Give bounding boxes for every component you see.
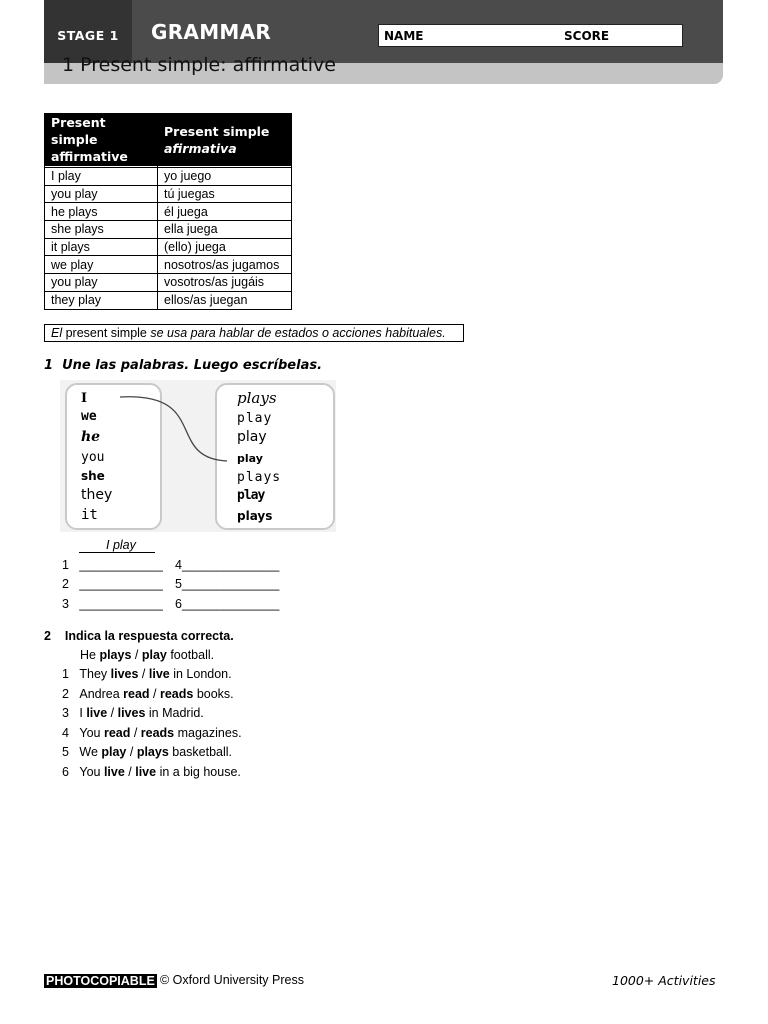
photocopiable-badge: PHOTOCOPIABLE — [46, 974, 155, 988]
spanish-form: ellos/as juegan — [158, 291, 292, 309]
section-title: 1 Present simple: affirmative — [62, 54, 336, 76]
verb-word[interactable]: play — [237, 429, 267, 445]
choice-option[interactable]: play — [101, 745, 127, 760]
choice-option[interactable]: live — [135, 765, 157, 779]
table-row — [45, 238, 292, 256]
example-sentence: He plays / play football. — [80, 648, 215, 662]
english-form: you play — [45, 185, 158, 203]
verb-word[interactable]: plays — [237, 470, 282, 485]
english-form: you play — [45, 274, 158, 292]
exercise-2-title: 2 Indica la respuesta correcta. — [44, 629, 234, 643]
verb-word[interactable]: play — [237, 452, 263, 465]
choice-sentence: 5 We play / plays basketball. — [62, 745, 233, 760]
english-form: they play — [45, 291, 158, 309]
table-body — [45, 166, 292, 310]
table-header-spanish: Present simple afirmativa — [158, 114, 292, 166]
spanish-form: nosotros/as jugamos — [158, 256, 292, 274]
stage-label: STAGE 1 — [57, 28, 119, 43]
name-label: NAME — [384, 29, 424, 43]
pronoun-word[interactable]: it — [81, 507, 98, 523]
table-row — [45, 274, 292, 292]
english-form: she plays — [45, 221, 158, 239]
table-header-english: Present simple affirmative — [45, 114, 158, 166]
score-label: SCORE — [564, 29, 610, 43]
pronoun-word[interactable]: they — [81, 487, 113, 503]
choice-option[interactable]: read — [123, 686, 150, 701]
choice-option[interactable]: reads — [140, 725, 175, 740]
example-link-line — [60, 380, 336, 532]
verb-word[interactable]: play — [237, 488, 265, 503]
choice-option[interactable]: read — [103, 725, 131, 740]
answer-line[interactable]: 1 ____________ — [62, 558, 163, 572]
choice-sentence: 2 Andrea read / reads books. — [62, 686, 234, 701]
english-form: we play — [45, 256, 158, 274]
table-row — [45, 291, 292, 309]
spanish-form: vosotros/as jugáis — [158, 274, 292, 292]
choice-option[interactable]: lives — [110, 667, 139, 681]
choice-sentence: 4 You read / reads magazines. — [62, 725, 242, 740]
usage-note: El present simple se usa para hablar de estados o acciones habituales. — [44, 324, 464, 342]
spanish-form: ella juega — [158, 221, 292, 239]
verb-word[interactable]: play — [237, 411, 273, 426]
table-row — [45, 203, 292, 221]
choice-option[interactable]: live — [148, 667, 170, 681]
choice-option[interactable]: live — [103, 765, 125, 779]
pronoun-word[interactable]: he — [81, 429, 101, 445]
answer-line[interactable]: 5______________ — [175, 577, 280, 591]
spanish-form: tú juegas — [158, 185, 292, 203]
choice-option[interactable]: lives — [117, 706, 146, 721]
pronoun-word[interactable]: I — [81, 391, 88, 406]
table-row — [45, 221, 292, 239]
table-row — [45, 185, 292, 203]
answer-line[interactable]: 2 ____________ — [62, 577, 163, 591]
example-answer: I play — [79, 538, 155, 553]
choice-sentence: 3 I live / lives in Madrid. — [62, 706, 204, 721]
exercise-1-title: 1 Une las palabras. Luego escríbelas. — [44, 358, 323, 373]
table-row — [45, 256, 292, 274]
pronoun-word[interactable]: she — [81, 469, 105, 483]
choice-option[interactable]: reads — [159, 686, 194, 701]
answer-line[interactable]: 3 ____________ — [62, 597, 163, 611]
copyright-text: © Oxford University Press — [160, 973, 304, 987]
book-title: 1000+ Activities — [612, 973, 716, 988]
answer-line[interactable]: 6______________ — [175, 597, 280, 611]
verb-word[interactable]: plays — [237, 509, 273, 523]
spanish-form: yo juego — [158, 168, 292, 186]
verb-word[interactable]: plays — [237, 389, 277, 407]
choice-option[interactable]: plays — [136, 745, 169, 760]
pronoun-word[interactable]: you — [81, 450, 105, 465]
pronoun-word[interactable]: we — [81, 409, 97, 424]
spanish-form: (ello) juega — [158, 238, 292, 256]
choice-option[interactable]: live — [86, 706, 108, 721]
conjugation-table — [44, 113, 292, 310]
answer-line[interactable]: 4______________ — [175, 558, 280, 572]
choice-sentence: 1 They lives / live in London. — [62, 667, 232, 681]
name-score-field[interactable] — [378, 24, 683, 47]
english-form: he plays — [45, 203, 158, 221]
english-form: it plays — [45, 238, 158, 256]
table-row — [45, 168, 292, 186]
english-form: I play — [45, 168, 158, 186]
page-title: GRAMMAR — [151, 20, 272, 44]
spanish-form: él juega — [158, 203, 292, 221]
choice-sentence: 6 You live / live in a big house. — [62, 765, 241, 779]
